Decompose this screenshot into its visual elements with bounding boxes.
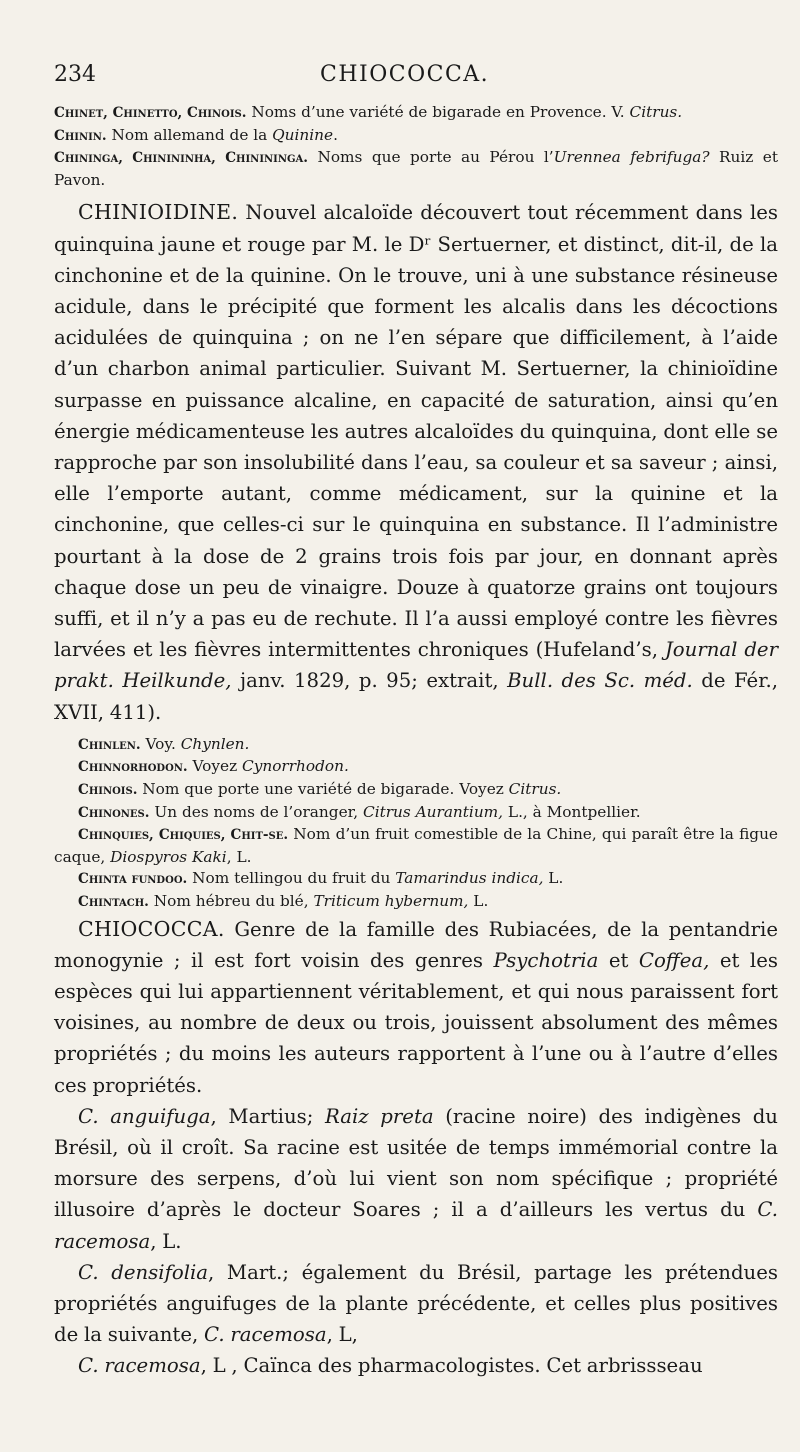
entry-chinin: Chinin. Nom allemand de la Quinine.: [54, 125, 338, 144]
species-anguifuga: C. anguifuga, Martius; Raiz preta (racine noire) des indigènes du Brésil, où il croît. Sa racine est usitée de temps immémorial contre la morsure des serpens, d’où lui vient son nom spécifique ; propriété illusoire d’après le docteur Soares ; il a d’ailleurs les vertus du C. racemosa, L.: [54, 1104, 778, 1253]
entry-chinnorhodon: Chinnorhodon. Voyez Cynorrhodon.: [78, 757, 349, 776]
page-header: [54, 62, 778, 102]
entry-chinet: Chinet, Chinetto, Chinois. Noms d’une variété de bigarade en Provence. V. Citrus.: [54, 103, 683, 121]
entry-chinones: Chinones. Un des noms de l’oranger, Citrus Aurantium, L., à Montpellier.: [78, 802, 641, 821]
species-densifolia: C. densifolia, Mart.; également du Brésil, partage les prétendues propriétés anguifuges de la plante précédente, et celles plus positives de la suivante, C. racemosa, L,: [54, 1260, 778, 1347]
entry-chininga: Chininga, Chinininha, Chinininga. Noms que porte au Pérou l’Urennea febrifuga? Ruiz et Pavon.: [54, 148, 779, 189]
species-racemosa: C. racemosa, L , Caïnca des pharmacologistes. Cet arbrissseau: [78, 1354, 703, 1378]
running-head: CHIOCOCCA.: [320, 62, 490, 87]
entry-chinquies: Chinquies, Chiquies, Chit-se. Nom d’un fruit comestible de la Chine, qui paraît être la figue caque, Diospyros Kaki, L.: [54, 825, 778, 866]
entry-chintach: Chintach. Nom hébreu du blé, Triticum hybernum, L.: [78, 891, 489, 910]
entry-chiococca: CHIOCOCCA. Genre de la famille des Rubiacées, de la pentandrie monogynie ; il est fort voisin des genres Psychotria et Coffea, et les espèces qui lui appartiennent véritablement, et qui nous paraissent fort voisines, au nombre de deux ou trois, jouissent absolument des mêmes propriétés ; du moins les auteurs rapportent à l’une ou à l’autre d’elles ces propriétés.: [54, 916, 778, 1097]
entry-chinioidine: CHINIOIDINE. Nouvel alcaloïde découvert tout récemment dans les quinquina jaune et rouge par M. le Dʳ Sertuerner, et distinct, dit-il, de la cinchonine et de la quinine. On le trouve, uni à une substance résineuse acidule, dans le précipité que forment les alcalis dans les décoctions acidulées de quinquina ; on ne l’en sépare que difficilement, à l’aide d’un charbon animal particulier. Suivant M. Sertuerner, la chinioïdine surpasse en puissance alcaline, en capacité de saturation, ainsi qu’en énergie médicamenteuse les autres alcaloïdes du quinquina, dont elle se rapproche par son insolubilité dans l’eau, sa couleur et sa saveur ; ainsi, elle l’emporte autant, comme médicament, sur la quinine et la cinchonine, que celles-ci sur le quinquina en substance. Il l’administre pourtant à la dose de 2 grains trois fois par jour, en donnant après chaque dose un peu de vinaigre. Douze à quatorze grains ont toujours suffi, et il n’y a pas eu de rechute. Il l’a aussi employé contre les fièvres larvées et les fièvres intermittentes chroniques (Hufeland’s, Journal der prakt. Heilkunde, janv. 1829, p. 95; extrait, Bull. des Sc. méd. de Fér., XVII, 411).: [54, 200, 778, 724]
page-number: 234: [54, 62, 96, 87]
entry-chinta-fundoo: Chinta fundoo. Nom tellingou du fruit du Tamarindus indica, L.: [78, 869, 564, 888]
entry-chinois: Chinois. Nom que porte une variété de bigarade. Voyez Citrus.: [78, 780, 562, 799]
entry-chinlen: Chinlen. Voy. Chynlen.: [78, 734, 250, 753]
